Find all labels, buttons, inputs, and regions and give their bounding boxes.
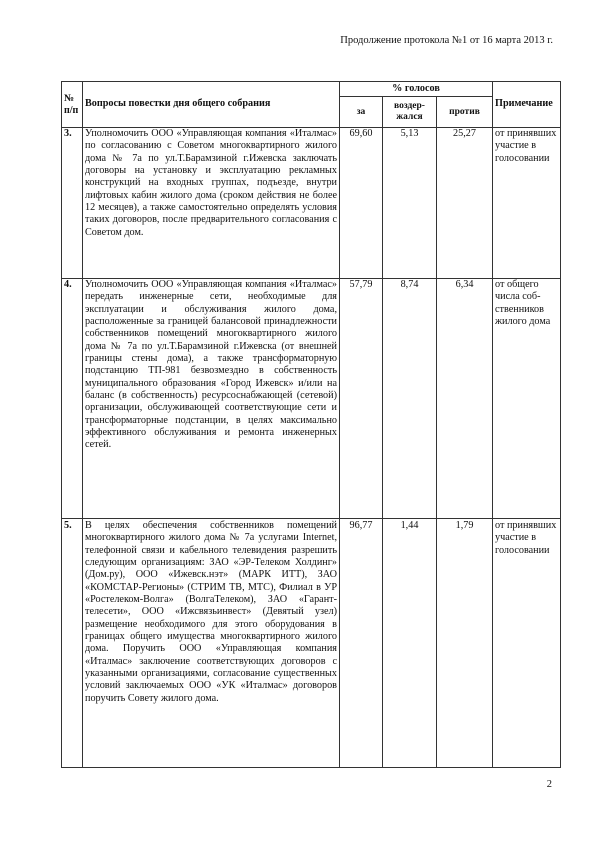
agenda-votes-table — [61, 81, 561, 768]
vote-abstained-value: 8,74 — [383, 279, 437, 519]
row-number: 4. — [62, 279, 83, 519]
vote-for-value: 69,60 — [340, 128, 383, 279]
protocol-continuation-header: Продолжение протокола №1 от 16 марта 2013 г. — [340, 35, 553, 46]
row-note: от принявших участие в голосовании — [493, 128, 561, 279]
vote-abstained-value: 1,44 — [383, 519, 437, 768]
agenda-question-text: Уполномочить ООО «Управляющая компания «Италмас» по согласованию с Советом многоквартирного жилого дома № 7а по ул.Т.Барамзиной г.Ижевска заключать договоры на установку и эксплуатацию рекламных конструкций на входных группах, подъезде, внутри лифтовых кабин жилого дома (сроком действия не более 12 месяцев), а также самостоятельно определять условия таких договоров, после предварительного согласования с Советом дом. — [83, 128, 340, 279]
abstained-column-header: воздер-жался — [383, 97, 437, 128]
page-number: 2 — [546, 779, 552, 790]
row-number: 3. — [62, 128, 83, 279]
agenda-question-text: Уполномочить ООО «Управляющая компания «Италмас» передать инженерные сети, необходимые для эксплуатации и обслуживания жилого дома, расположенные за границей балансовой принадлежности собственников помещений многоквартирного жилого дома № 7а по ул.Т.Барамзиной г.Ижевска (от внешней границы стены дома), а также трансформаторную подстанцию ТП-981 безвозмездно в собственность муниципального образования «Город Ижевск» и/или на баланс (в собственность) ресурсоснабжающей (сетевой) организации, обслуживающей соответствующие сети и трансформаторные подстанции, в целях максимально эффективного обслуживания и ремонта инженерных сетей. — [83, 279, 340, 519]
vote-abstained-value: 5,13 — [383, 128, 437, 279]
vote-for-value: 96,77 — [340, 519, 383, 768]
votes-percent-header: % голосов — [340, 82, 493, 97]
table-row — [62, 519, 561, 768]
row-note: от общего числа соб-ственников жилого дома — [493, 279, 561, 519]
questions-column-header: Вопросы повестки дня общего собрания — [83, 82, 340, 128]
row-note: от принявших участие в голосовании — [493, 519, 561, 768]
row-number: 5. — [62, 519, 83, 768]
table-row — [62, 128, 561, 279]
vote-against-value: 25,27 — [437, 128, 493, 279]
against-column-header: против — [437, 97, 493, 128]
for-column-header: за — [340, 97, 383, 128]
vote-against-value: 6,34 — [437, 279, 493, 519]
note-column-header: Примечание — [493, 82, 561, 128]
number-column-header: № п/п — [62, 82, 83, 128]
vote-against-value: 1,79 — [437, 519, 493, 768]
table-header-row — [62, 82, 561, 97]
table-row — [62, 279, 561, 519]
vote-for-value: 57,79 — [340, 279, 383, 519]
agenda-question-text: В целях обеспечения собственников помещений многоквартирного жилого дома № 7а услугами Internet, телефонной связи и кабельного телевидения разрешить следующим организациям: ЗАО «ЭР-Телеком Холдинг» (Дом.ру), ООО «Ижевск.нэт» (МАРК ИТТ), ЗАО «КОМСТАР-Регионы» (СТРИМ ТВ, МТС), Филиал в УР «Ростелеком-Волга» (ВолгаТелеком), ЗАО «Гарант-телесети», ООО «Ижсвязьинвест» (Девятый узел) размещение необходимого для этого оборудования в границах общего имущества многоквартирного жилого дома. Поручить ООО «Управляющая компания «Италмас» заключение соответствующих договоров с указанными организациями, согласование существенных условий заключаемых ООО «УК «Италмас» договоров поручить Совету жилого дома. — [83, 519, 340, 768]
